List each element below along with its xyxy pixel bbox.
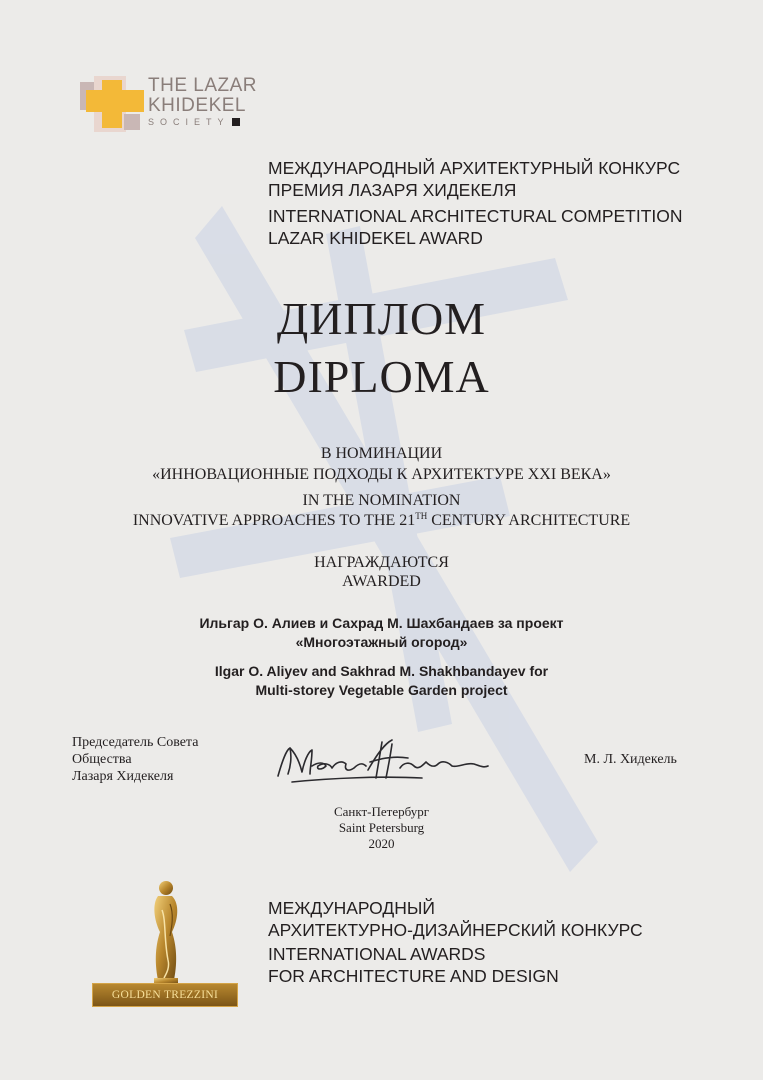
winners-en-line1: Ilgar O. Aliyev and Sakhrad M. Shakhbandayev for (214, 663, 549, 679)
footer-awards-text (268, 898, 643, 987)
chair-line3: Лазаря Хидекеля (72, 769, 174, 784)
logo-square-icon (232, 118, 240, 126)
competition-en-line2: LAZAR KHIDEKEL AWARD (268, 227, 483, 248)
winners-ru-line1: Ильгар О. Алиев и Сахрад М. Шахбандаев за проект (199, 615, 564, 631)
competition-ru-line2: ПРЕМИЯ ЛАЗАРЯ ХИДЕКЕЛЯ (268, 179, 517, 200)
logo-cross-icon (80, 76, 146, 132)
footer-ru-line1: МЕЖДУНАРОДНЫЙ (268, 898, 435, 918)
competition-header (268, 158, 683, 249)
awarded-en: AWARDED (342, 573, 421, 590)
trophy-statue-icon (140, 880, 190, 986)
nomination-en-name-part2: CENTURY ARCHITECTURE (427, 512, 631, 529)
chair-line2: Общества (72, 752, 132, 767)
place-ru: Санкт-Петербург (333, 804, 430, 819)
year: 2020 (368, 836, 395, 851)
competition-en-line1: INTERNATIONAL ARCHITECTURAL COMPETITION (268, 206, 683, 226)
chair-title (72, 734, 198, 785)
logo-text-line3: SOCIETY (148, 117, 230, 127)
chair-line1: Председатель Совета (72, 735, 199, 750)
winners-en-line2: Multi-storey Vegetable Garden project (255, 682, 508, 698)
nomination-en-label: IN THE NOMINATION (302, 492, 461, 509)
competition-ru-line1: МЕЖДУНАРОДНЫЙ АРХИТЕКТУРНЫЙ КОНКУРС (268, 158, 681, 178)
golden-trezzini-logo (92, 880, 238, 1010)
logo-text-line1: THE LAZAR (148, 75, 258, 96)
nomination-ru-name: «ИННОВАЦИОННЫЕ ПОДХОДЫ К АРХИТЕКТУРЕ XXI ВЕКА» (152, 466, 611, 483)
nomination-en-name-sup: TH (415, 511, 428, 521)
footer-ru-line2: АРХИТЕКТУРНО-ДИЗАЙНЕРСКИЙ КОНКУРС (268, 919, 643, 940)
nomination-ru-label: В НОМИНАЦИИ (320, 445, 443, 462)
logo-text-line2: KHIDEKEL (148, 95, 246, 116)
footer-en-line1: INTERNATIONAL AWARDS (268, 944, 486, 964)
title-en: DIPLOMA (273, 351, 490, 402)
signer-name: М. Л. Хидекель (584, 752, 677, 767)
title-ru: ДИПЛОМ (276, 293, 487, 344)
footer-en-line2: FOR ARCHITECTURE AND DESIGN (268, 965, 559, 986)
handwritten-signature (272, 732, 492, 788)
place-en: Saint Petersburg (338, 820, 425, 835)
lazar-khidekel-society-logo (80, 76, 260, 136)
nomination-en-name (0, 511, 763, 531)
awarded-ru: НАГРАЖДАЮТСЯ (314, 554, 449, 571)
winners-ru-line2: «Многоэтажный огород» (295, 634, 468, 650)
trophy-label: GOLDEN TREZZINI (92, 983, 238, 1007)
nomination-en-name-part1: INNOVATIVE APPROACHES TO THE 21 (132, 512, 416, 529)
